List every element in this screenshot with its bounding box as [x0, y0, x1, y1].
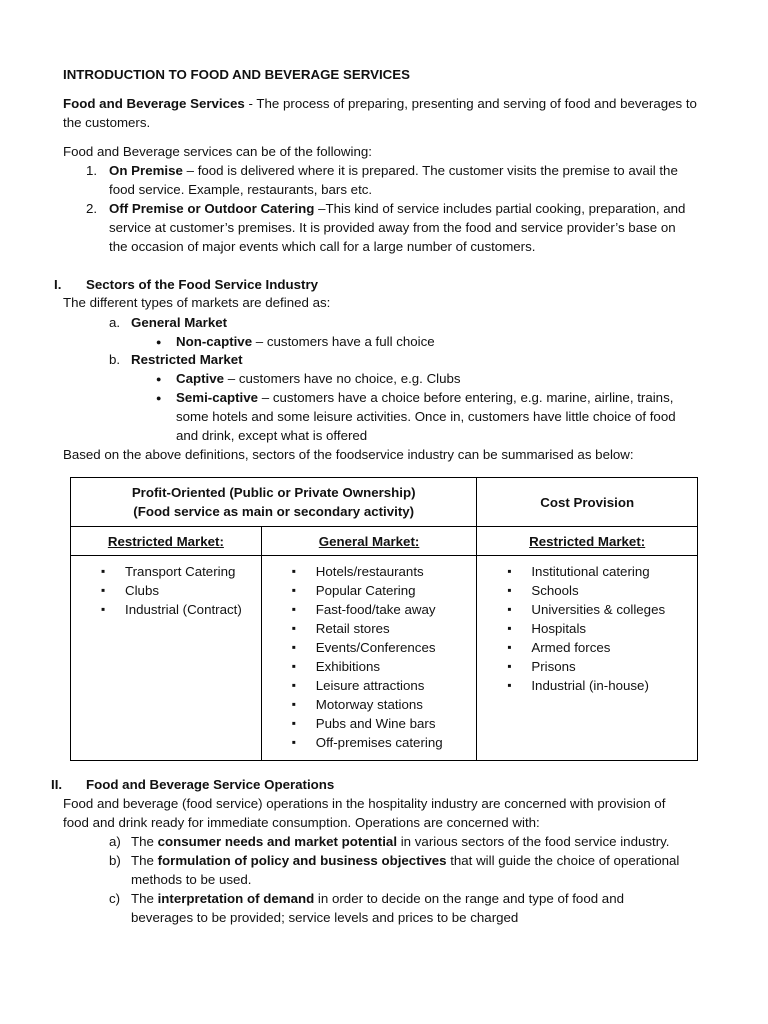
definition-line-1 [63, 95, 697, 113]
summary-text: Based on the above definitions, sectors of the foodservice industry can be summarised as below: [63, 447, 634, 462]
bullet-icon: ● [156, 393, 162, 403]
section-intro: The different types of markets are defined as: [63, 295, 331, 310]
operation-bold: consumer needs and market potential [157, 834, 398, 849]
operation-bold: formulation of policy and business objectives [157, 853, 447, 868]
header-profit-oriented [71, 478, 477, 527]
list-item: ▪ Exhibitions [262, 657, 477, 676]
operation-post: that will guide the choice of operational [446, 853, 680, 868]
page-title: INTRODUCTION TO FOOD AND BEVERAGE SERVICES [63, 67, 410, 82]
col2-cell [261, 556, 477, 761]
list-item: ▪ Pubs and Wine bars [262, 714, 477, 733]
market-item-continued: and drink, except what is offered [176, 428, 368, 443]
section-paragraph-line: food and drink ready for immediate consumption. Operations are concerned with: [63, 815, 540, 830]
market-item-continued: some hotels and some leisure activities. Once in, customers have little choice of food [176, 409, 676, 424]
col1-title: Restricted Market: [71, 527, 262, 556]
list-item [109, 200, 685, 218]
bullet-icon: ● [156, 337, 162, 347]
definition-term: Food and Beverage Services [63, 96, 245, 111]
list-item: ▪ Motorway stations [262, 695, 477, 714]
list-item: ▪ Popular Catering [262, 581, 477, 600]
types-intro: Food and Beverage services can be of the following: [63, 144, 372, 159]
market-text: – customers have a full choice [252, 334, 435, 349]
list-item: ▪ Fast-food/take away [262, 600, 477, 619]
list-item: ▪ Leisure attractions [262, 676, 477, 695]
operation-bold: interpretation of demand [157, 891, 315, 906]
operation-item-continued: beverages to be provided; service levels and prices to be charged [131, 910, 519, 925]
type-text: –This kind of service includes partial cooking, preparation, and [314, 201, 686, 216]
list-item: ▪ Schools [477, 581, 697, 600]
market-term: Non-captive [176, 334, 253, 349]
header-cost-provision: Cost Provision [477, 478, 698, 527]
market-title: General Market [131, 315, 228, 330]
market-term: Semi-captive [176, 390, 259, 405]
market-item [176, 389, 673, 407]
section-number: II. [51, 777, 63, 792]
market-term: Captive [176, 371, 225, 386]
list-item: ▪ Retail stores [262, 619, 477, 638]
list-item: ▪ Universities & colleges [477, 600, 697, 619]
definition-text: - The process of preparing, presenting and serving of food and beverages to [244, 96, 697, 111]
list-item: ▪ Events/Conferences [262, 638, 477, 657]
type-text: – food is delivered where it is prepared. The customer visits the premise to avail the [182, 163, 678, 178]
definition-line-2: the customers. [63, 115, 151, 130]
list-item: ▪ Industrial (in-house) [477, 676, 697, 695]
list-item-continued: the occasion of major events which call for a large number of customers. [109, 239, 536, 254]
section-heading: Food and Beverage Service Operations [86, 777, 335, 792]
operation-pre: The [131, 834, 158, 849]
operation-pre: The [131, 891, 158, 906]
market-item [176, 370, 461, 388]
market-title: Restricted Market [131, 352, 243, 367]
type-term: On Premise [109, 163, 183, 178]
operation-item [131, 833, 670, 851]
operation-post: in various sectors of the food service industry. [397, 834, 670, 849]
sectors-table [70, 477, 698, 761]
list-item-continued: service at customer’s premises. It is provided away from the food and service provider’s base on [109, 220, 676, 235]
list-item: ▪ Armed forces [477, 638, 697, 657]
list-item: ▪ Institutional catering [477, 562, 697, 581]
col3-cell [477, 556, 698, 761]
list-item: ▪ Prisons [477, 657, 697, 676]
sublist-label: a. [109, 315, 121, 330]
header-profit-line-2: (Food service as main or secondary activity) [133, 504, 415, 519]
market-text: – customers have no choice, e.g. Clubs [224, 371, 461, 386]
sublist-label: b. [109, 352, 121, 367]
list-item: ▪ Transport Catering [71, 562, 261, 581]
type-term: Off Premise or Outdoor Catering [109, 201, 315, 216]
header-profit-line-1: Profit-Oriented (Public or Private Ownership) [131, 485, 416, 500]
market-text: – customers have a choice before entering, e.g. marine, airline, trains, [258, 390, 674, 405]
list-item: ▪ Hospitals [477, 619, 697, 638]
operation-pre: The [131, 853, 158, 868]
section-paragraph-line: Food and beverage (food service) operations in the hospitality industry are concerned with provision of [63, 796, 666, 811]
list-item: ▪ Off-premises catering [262, 733, 477, 752]
operation-item [131, 852, 679, 870]
list-item [109, 162, 678, 180]
list-item: ▪ Hotels/restaurants [262, 562, 477, 581]
col3-title: Restricted Market: [477, 527, 698, 556]
operation-post: in order to decide on the range and type of food and [314, 891, 624, 906]
operation-item-continued: methods to be used. [131, 872, 252, 887]
list-item-continued: food service. Example, restaurants, bars etc. [109, 182, 373, 197]
col2-title: General Market: [261, 527, 477, 556]
list-number: 2. [86, 201, 98, 216]
sublist-label: b) [109, 853, 121, 868]
bullet-icon: ● [156, 374, 162, 384]
sublist-label: a) [109, 834, 121, 849]
list-item: ▪ Industrial (Contract) [71, 600, 261, 619]
section-number: I. [54, 277, 62, 292]
section-heading: Sectors of the Food Service Industry [86, 277, 319, 292]
list-number: 1. [86, 163, 98, 178]
sublist-label: c) [109, 891, 121, 906]
col1-cell [71, 556, 262, 761]
operation-item [131, 890, 624, 908]
market-item [176, 333, 435, 351]
list-item: ▪ Clubs [71, 581, 261, 600]
